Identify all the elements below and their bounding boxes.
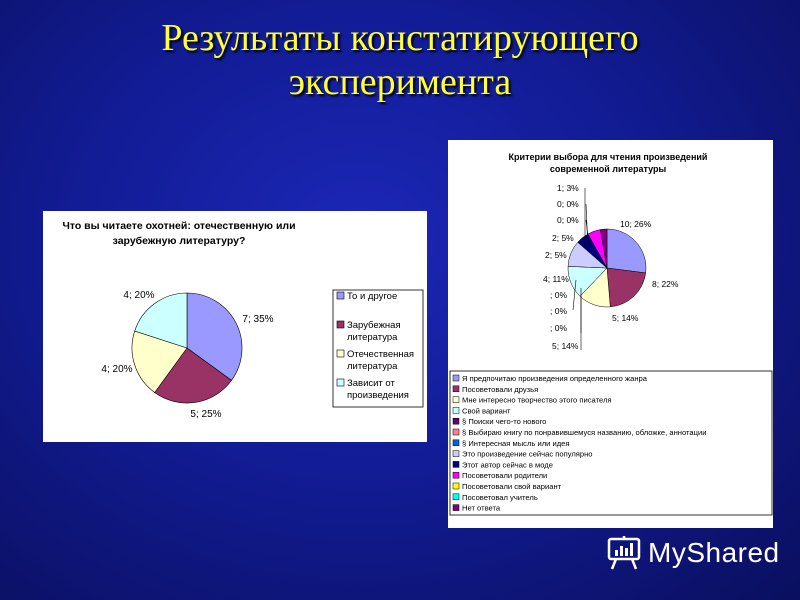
data-label: 4; 20% xyxy=(123,290,155,301)
legend-label: § Поиски чего-то нового xyxy=(462,417,547,427)
legend-swatch xyxy=(337,292,344,299)
legend-label: Посоветовали родители xyxy=(462,471,548,481)
legend-swatch xyxy=(453,375,459,381)
logo-text: MyShared xyxy=(648,537,780,568)
legend-swatch xyxy=(453,483,459,489)
data-label: 1; 3% xyxy=(557,183,579,193)
legend-label: Это произведение сейчас популярно xyxy=(462,449,593,459)
chart-title-line1: Что вы читаете охотней: отечественную или xyxy=(62,220,296,232)
legend-swatch xyxy=(453,505,459,511)
legend-swatch xyxy=(337,379,344,386)
data-label: 0; 0% xyxy=(557,215,579,225)
data-label: 7; 35% xyxy=(242,314,274,325)
legend-label: Посоветовали друзья xyxy=(462,384,539,394)
data-label: 10; 26% xyxy=(620,219,652,229)
legend-label: литература xyxy=(347,332,398,343)
chart-literature-preference xyxy=(43,211,427,442)
pie-chart-right xyxy=(448,140,773,528)
legend-swatch xyxy=(453,461,459,467)
pie-slice xyxy=(607,229,646,273)
presentation-board-icon xyxy=(606,535,642,571)
legend-swatch xyxy=(453,494,459,500)
legend-label: Зависит от xyxy=(347,378,395,389)
chart-title-line2: современной литературы xyxy=(549,164,667,174)
legend-swatch xyxy=(337,321,344,328)
data-label: 5; 25% xyxy=(190,409,222,420)
data-label: ; 0% xyxy=(550,323,568,333)
legend-swatch xyxy=(453,451,459,457)
data-label: 5; 14% xyxy=(612,313,639,323)
legend-swatch xyxy=(337,350,344,357)
legend-label: Нет ответа xyxy=(462,503,501,513)
legend-label: Посоветовал учитель xyxy=(462,492,538,502)
slide-title-line2: эксперимента xyxy=(288,61,512,103)
chart-title-line2: зарубежную литературу? xyxy=(112,235,246,247)
legend-label: § Интересная мысль или идея xyxy=(462,438,570,448)
legend-swatch xyxy=(453,440,459,446)
data-label: 2; 5% xyxy=(545,250,567,260)
pie-chart-left xyxy=(43,211,427,442)
data-label: 2; 5% xyxy=(552,233,574,243)
legend-label: Посоветовали свой вариант xyxy=(462,482,562,491)
data-label: 5; 14% xyxy=(552,341,579,351)
legend-label: литература xyxy=(347,361,398,372)
legend-label: произведения xyxy=(347,390,409,401)
legend-label: Свой вариант xyxy=(462,406,511,416)
legend-swatch xyxy=(453,418,459,424)
slide-title xyxy=(0,16,800,104)
legend-label: Этот автор сейчас в моде xyxy=(462,460,553,470)
legend-swatch xyxy=(453,407,459,413)
myshared-logo xyxy=(606,532,780,574)
data-label: 4; 11% xyxy=(543,274,569,284)
data-label: 4; 20% xyxy=(101,364,133,375)
data-label: ; 0% xyxy=(550,306,568,316)
chart-selection-criteria xyxy=(448,140,773,528)
data-label: ; 0% xyxy=(550,290,568,300)
legend-label: § Выбираю книгу по понравившемуся названию, обложке, аннотации xyxy=(462,428,707,437)
legend-swatch xyxy=(453,397,459,403)
legend-swatch xyxy=(453,429,459,435)
legend-label: Отечественная xyxy=(347,349,415,360)
data-label: 0; 0% xyxy=(557,199,579,209)
chart-title-line1: Критерии выбора для чтения произведений xyxy=(508,152,708,162)
legend-label: Мне интересно творчество этого писателя xyxy=(462,395,612,405)
data-label: 8; 22% xyxy=(652,279,679,289)
pie-slice xyxy=(607,268,646,307)
legend-label: Зарубежная xyxy=(347,320,401,331)
legend-label: Я предпочитаю произведения определенного жанра xyxy=(462,374,647,383)
legend-label: То и другое xyxy=(347,291,398,302)
slide-title-line1: Результаты констатирующего xyxy=(161,17,639,59)
legend-swatch xyxy=(453,472,459,478)
legend-swatch xyxy=(453,386,459,392)
